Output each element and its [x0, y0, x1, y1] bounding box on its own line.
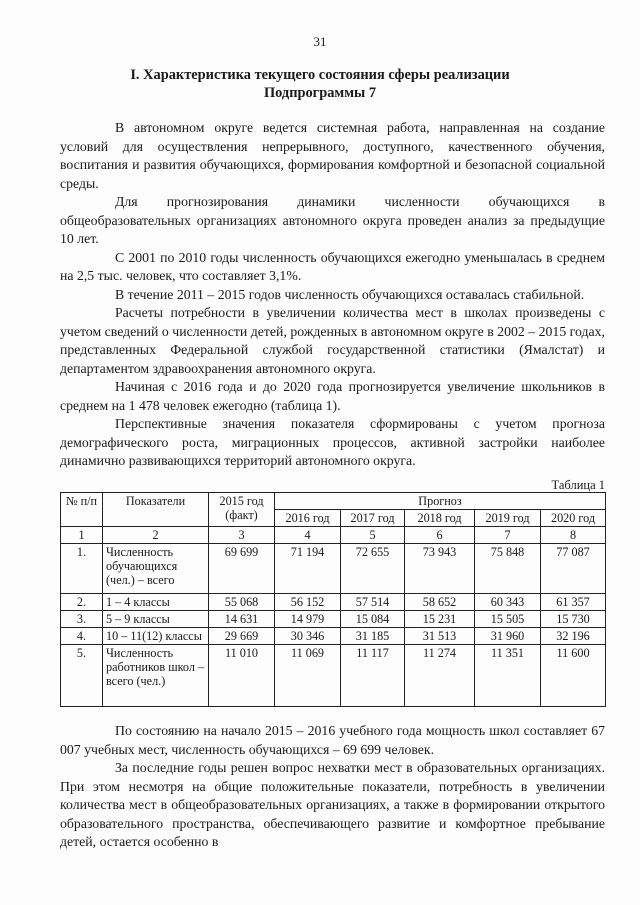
header-year: 2017 год [341, 510, 405, 527]
cell-value: 29 669 [209, 628, 275, 645]
cell-value: 56 152 [275, 594, 341, 611]
outro-text [60, 722, 605, 852]
table-row [61, 611, 606, 628]
cell-value: 30 346 [275, 628, 341, 645]
column-number: 2 [103, 527, 209, 544]
cell-value: 61 357 [541, 594, 606, 611]
paragraph: С 2001 по 2010 годы численность обучающихся ежегодно уменьшалась в среднем на 2,5 тыс. человек, что составляет 3,1%. [60, 249, 605, 283]
paragraph: В автономном округе ведется системная работа, направленная на создание условий для осуществления непрерывного, доступного, качественного обучения, воспитания и развития обучающихся, формирования комфортной и безопасной социальной среды. [60, 120, 605, 191]
paragraph: Расчеты потребности в увеличении количества мест в школах произведены с учетом сведений о численности детей, рожденных в автономном округе в 2002 – 2015 годах, представленных Федеральной службой государственной статистики (Ямалстат) и департаментом здравоохранения автономного округа. [60, 305, 605, 376]
row-label: Численность работников школ – всего (чел.) [103, 645, 209, 707]
table-row [61, 645, 606, 707]
enrollment-table [60, 492, 606, 707]
paragraph: По состоянию на начало 2015 – 2016 учебного года мощность школ составляет 67 007 учебных мест, численность обучающихся – 69 699 человек. [60, 723, 605, 757]
row-number: 3. [61, 611, 103, 628]
header-forecast: Прогноз [275, 493, 606, 510]
cell-value: 11 600 [541, 645, 606, 707]
cell-value: 32 196 [541, 628, 606, 645]
page-number: 31 [313, 34, 327, 49]
cell-value: 72 655 [341, 544, 405, 594]
section-heading-line-1: I. Характеристика текущего состояния сферы реализации [130, 67, 510, 83]
cell-value: 11 069 [275, 645, 341, 707]
column-number: 5 [341, 527, 405, 544]
cell-value: 71 194 [275, 544, 341, 594]
column-number: 4 [275, 527, 341, 544]
paragraph: Для прогнозирования динамики численности обучающихся в общеобразовательных организациях автономного округа проведен анализ за предыдущие 10 лет. [60, 194, 605, 246]
cell-value: 60 343 [475, 594, 541, 611]
cell-value: 14 979 [275, 611, 341, 628]
paragraph: За последние годы решен вопрос нехватки мест в образовательных организациях. При этом несмотря на общие положительные показатели, потребность в увеличении количества мест в общеобразовательных организациях, а также в формировании открытого образовательного пространства, обеспечивающего развитие и комфортное пребывание детей, остается особенно в [60, 760, 605, 849]
cell-value: 11 274 [405, 645, 475, 707]
cell-value: 58 652 [405, 594, 475, 611]
header-year: 2020 год [541, 510, 606, 527]
cell-value: 75 848 [475, 544, 541, 594]
cell-value: 11 117 [341, 645, 405, 707]
paragraph: Перспективные значения показателя сформированы с учетом прогноза демографического роста, миграционных процессов, активной застройки наиболее динамично развивающихся территорий автономного округа. [60, 416, 605, 468]
cell-value: 31 185 [341, 628, 405, 645]
column-number: 6 [405, 527, 475, 544]
row-label: Численность обучающихся (чел.) – всего [103, 544, 209, 594]
row-number: 2. [61, 594, 103, 611]
header-year: 2016 год [275, 510, 341, 527]
column-number: 8 [541, 527, 606, 544]
cell-value: 57 514 [341, 594, 405, 611]
cell-value: 11 351 [475, 645, 541, 707]
section-heading-line-2: Подпрограммы 7 [263, 85, 377, 101]
header-year: 2019 год [475, 510, 541, 527]
row-label: 10 – 11(12) классы [103, 628, 209, 645]
cell-value: 31 960 [475, 628, 541, 645]
cell-value: 69 699 [209, 544, 275, 594]
cell-value: 77 087 [541, 544, 606, 594]
column-number-row [61, 527, 606, 544]
cell-value: 31 513 [405, 628, 475, 645]
cell-value: 15 231 [405, 611, 475, 628]
table-row [61, 594, 606, 611]
cell-value: 14 631 [209, 611, 275, 628]
section-heading [60, 66, 580, 102]
header-year: 2018 год [405, 510, 475, 527]
cell-value: 15 730 [541, 611, 606, 628]
table-row [61, 544, 606, 594]
cell-value: 73 943 [405, 544, 475, 594]
header-num: № п/п [61, 493, 103, 527]
row-label: 1 – 4 классы [103, 594, 209, 611]
column-number: 1 [61, 527, 103, 544]
row-number: 4. [61, 628, 103, 645]
paragraph: В течение 2011 – 2015 годов численность обучающихся оставалась стабильной. [115, 286, 585, 302]
cell-value: 11 010 [209, 645, 275, 707]
intro-text [60, 119, 605, 471]
column-number: 3 [209, 527, 275, 544]
cell-value: 15 505 [475, 611, 541, 628]
row-label: 5 – 9 классы [103, 611, 209, 628]
row-number: 1. [61, 544, 103, 594]
row-number: 5. [61, 645, 103, 707]
table-caption: Таблица 1 [551, 478, 605, 492]
table-row [61, 628, 606, 645]
header-fact: 2015 год (факт) [209, 493, 275, 527]
paragraph: Начиная с 2016 года и до 2020 года прогнозируется увеличение школьников в среднем на 1 478 человек ежегодно (таблица 1). [60, 379, 605, 413]
cell-value: 55 068 [209, 594, 275, 611]
cell-value: 15 084 [341, 611, 405, 628]
column-number: 7 [475, 527, 541, 544]
header-indicator: Показатели [103, 493, 209, 527]
